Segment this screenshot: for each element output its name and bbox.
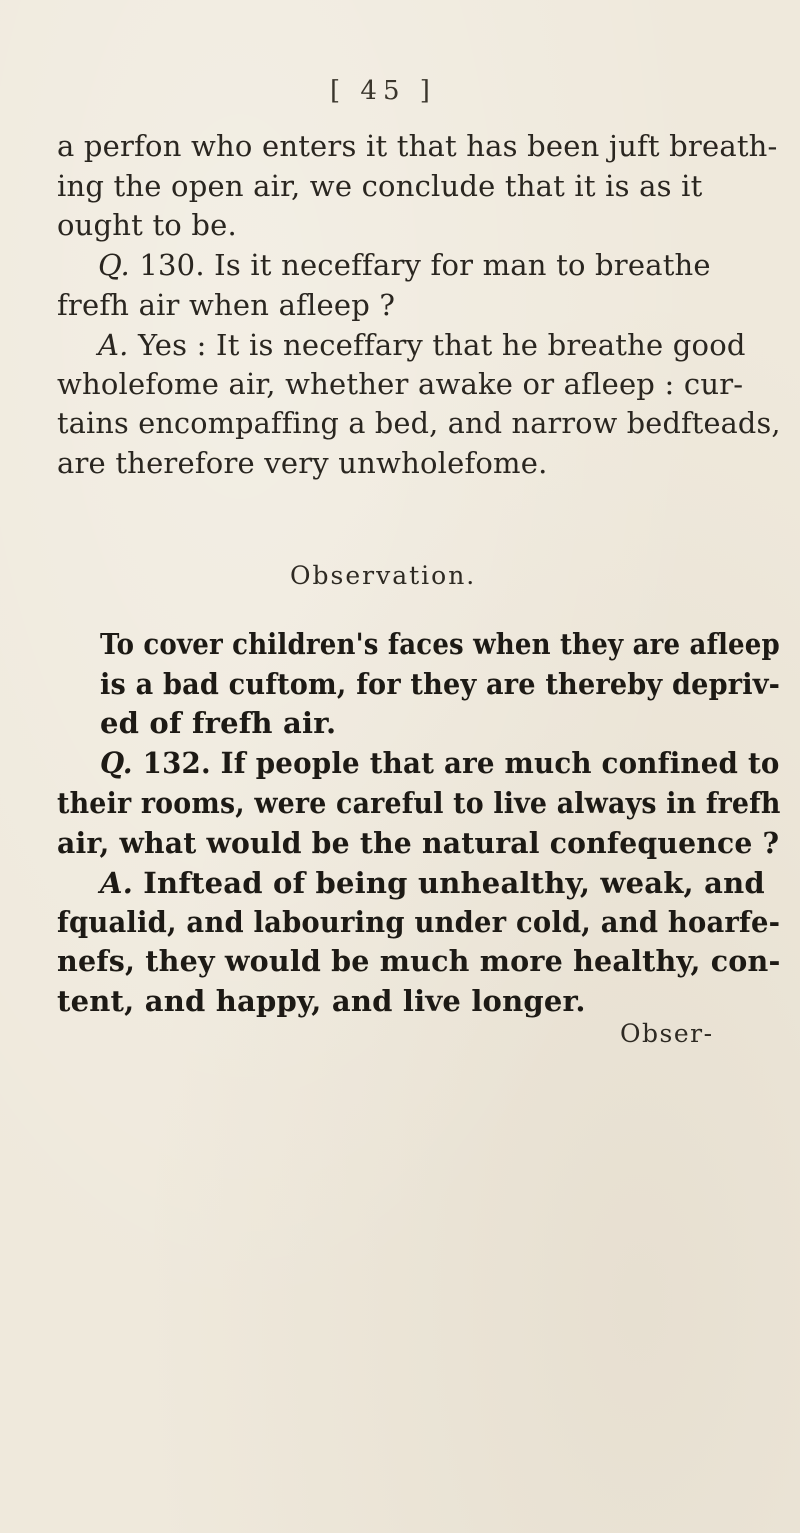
question-132-line-2: their rooms, were careful to live always in frefh — [57, 786, 781, 820]
question-130-text-1: 130. Is it neceffary for man to breathe — [139, 248, 711, 282]
question-132-line-1 — [100, 746, 780, 780]
answer-marker: A. — [98, 328, 129, 362]
observation-heading: Observation. — [290, 561, 477, 590]
answer-132-line-1 — [100, 866, 765, 900]
observation-line-1: To cover children's faces when they are afleep — [100, 627, 780, 661]
answer-132-line-3: nefs, they would be much more healthy, con- — [57, 944, 781, 978]
page-number-header: [ 45 ] — [330, 76, 436, 106]
answer-132-line-4: tent, and happy, and live longer. — [57, 984, 586, 1018]
question-132-text-1: 132. If people that are much confined to — [142, 746, 780, 780]
answer-130-line-3: tains encompaffing a bed, and narrow bedfteads, — [57, 406, 781, 440]
answer-130-text-1: Yes : It is neceffary that he breathe good — [137, 328, 746, 362]
question-marker: Q. — [98, 248, 130, 282]
answer-130-line-4: are therefore very unwholefome. — [57, 446, 548, 480]
question-132-line-3: air, what would be the natural confequence ? — [57, 826, 780, 860]
question-130-line-1 — [98, 248, 711, 282]
answer-132-text-1: Inftead of being unhealthy, weak, and — [143, 866, 765, 900]
answer-132-line-2: fqualid, and labouring under cold, and hoarfe- — [57, 905, 781, 939]
observation-line-3: ed of frefh air. — [100, 706, 337, 740]
answer-marker: A. — [100, 866, 133, 900]
answer-130-line-1 — [98, 328, 746, 362]
paragraph1-line-3: ought to be. — [57, 208, 237, 242]
question-130-line-2: frefh air when afleep ? — [57, 288, 396, 322]
catchword: Obser- — [620, 1019, 714, 1048]
question-marker: Q. — [100, 746, 133, 780]
observation-line-2: is a bad cuftom, for they are thereby depriv- — [100, 667, 781, 701]
paragraph1-line-2: ing the open air, we conclude that it is as it — [57, 169, 703, 203]
answer-130-line-2: wholefome air, whether awake or afleep : cur- — [57, 367, 744, 401]
paragraph1-line-1: a perfon who enters it that has been juft breath- — [57, 129, 778, 163]
